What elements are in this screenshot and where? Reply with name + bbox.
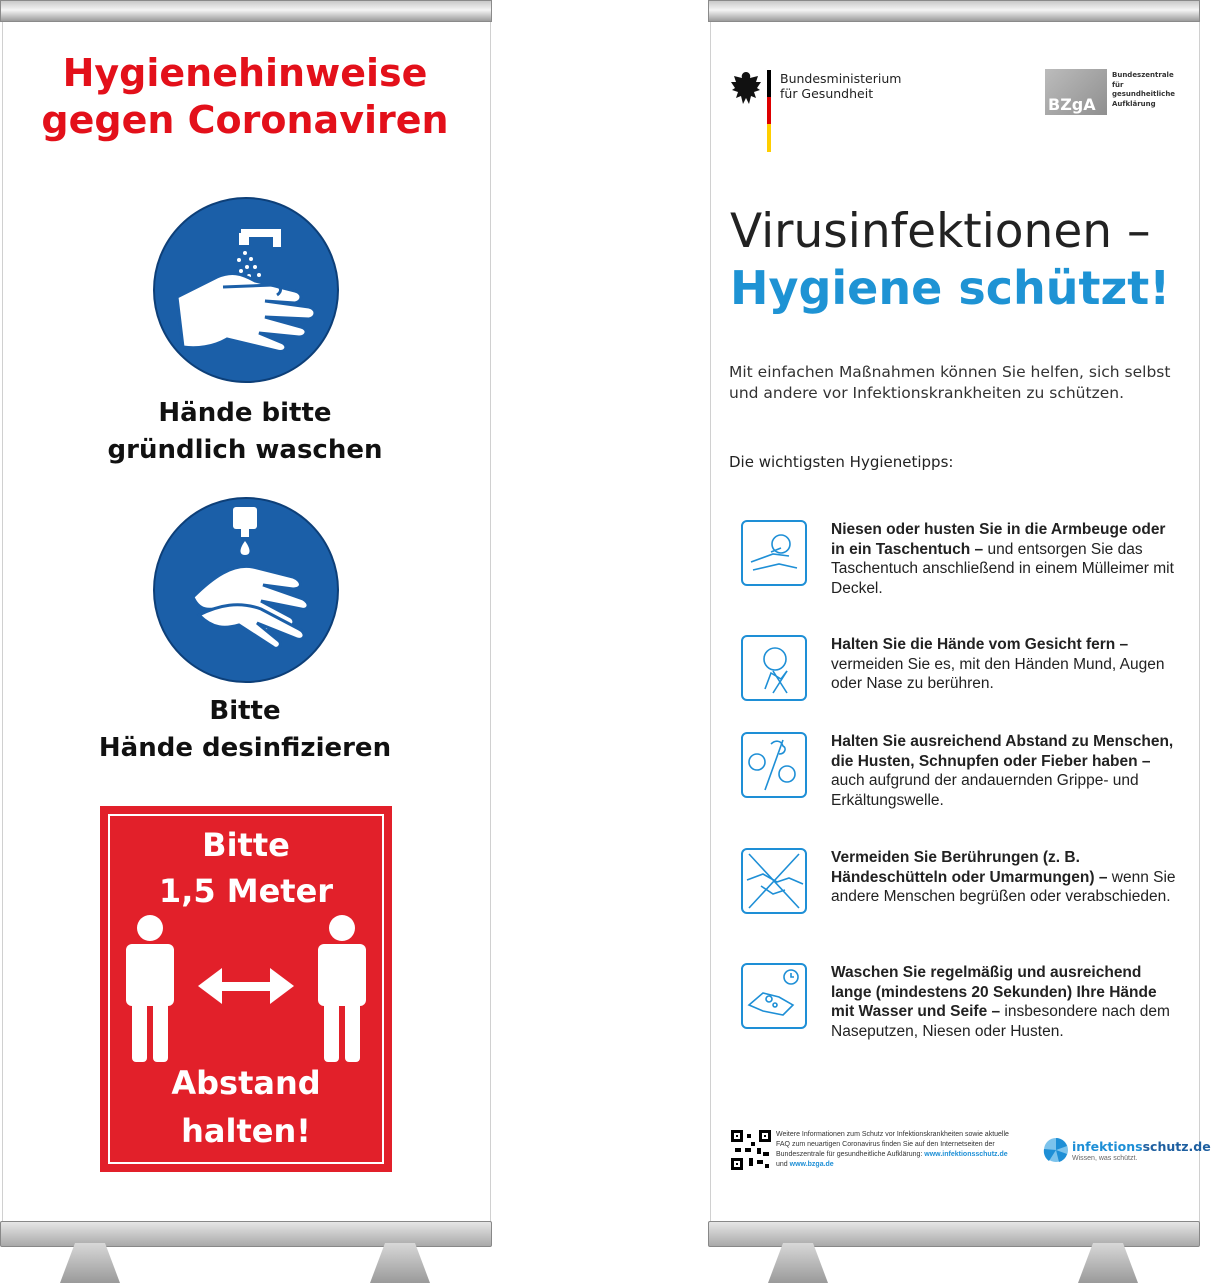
logo-name-part2: schutz (1142, 1139, 1189, 1154)
distance-sign-line3: Abstand (171, 1064, 321, 1102)
sign2-caption-line1: Bitte (209, 696, 281, 726)
bzga-name-line4: Aufklärung (1112, 99, 1156, 108)
intro-text: Mit einfachen Maßnahmen können Sie helfen, sich selbst und andere vor Infektionskrankheiten zu schützen. (729, 363, 1171, 402)
tip-4-bold: Vermeiden Sie Berührungen (z. B. Händeschütteln oder Umarmungen) – (831, 849, 1108, 886)
left-foot (370, 1243, 430, 1283)
ministry-name-line1: Bundesministerium (780, 71, 902, 86)
right-foot (1078, 1243, 1138, 1283)
tip-5-rest: insbesondere nach dem Naseputzen, Niesen oder Husten. (831, 1003, 1170, 1040)
footnote-text: Weitere Informationen zum Schutz vor Infektionskrankheiten sowie aktuelle FAQ zum neuartigen Coronavirus finden Sie auf den Internetseiten der Bundeszentrale für gesundheitliche Aufklärung: (776, 1131, 1009, 1158)
hand-washing-icon (153, 197, 339, 383)
distance-sign-line1: Bitte (202, 826, 290, 864)
tip-3 (831, 732, 1181, 810)
footnote (776, 1130, 1021, 1170)
bzga-name-line3: gesundheitliche (1112, 90, 1176, 98)
right-top-rail (708, 0, 1200, 22)
headline-line2: Hygiene schützt! (730, 261, 1171, 315)
footnote-link-infektionsschutz[interactable]: www.infektionsschutz.de (924, 1151, 1008, 1158)
tip-5 (831, 963, 1181, 1041)
no-handshake-icon (741, 848, 807, 914)
sneeze-elbow-icon (741, 520, 807, 586)
logo-name-part1: infektions (1072, 1139, 1143, 1154)
sign1-caption-line1: Hände bitte (158, 398, 332, 428)
bzga-name-line2: für (1112, 80, 1124, 89)
left-title (0, 50, 490, 144)
right-base-bar (708, 1221, 1200, 1247)
right-banner-panel (710, 22, 1200, 1222)
no-face-touch-icon (741, 635, 807, 701)
ministry-name (780, 71, 901, 101)
bzga-logo (1045, 69, 1107, 115)
tips-heading: Die wichtigsten Hygienetipps: (729, 453, 954, 471)
bzga-name (1112, 71, 1175, 109)
infektionsschutz-logo-text (1072, 1139, 1211, 1154)
footnote-und: und (776, 1161, 790, 1168)
qr-code-icon (731, 1130, 771, 1170)
tip-3-bold: Halten Sie ausreichend Abstand zu Menschen, die Husten, Schnupfen oder Fieber haben – (831, 733, 1174, 770)
tip-5-bold: Waschen Sie regelmäßig und ausreichend lange (mindestens 20 Sekunden) Ihre Hände mit Wasser und Seife – (831, 964, 1157, 1020)
tip-1 (831, 520, 1181, 598)
tip-4 (831, 848, 1181, 907)
hand-disinfect-icon (153, 497, 339, 683)
sign2-caption-line2: Hände desinfizieren (98, 733, 392, 763)
logo-tagline: Wissen, was schützt. (1072, 1155, 1138, 1162)
german-flag-stripe (767, 70, 771, 152)
left-title-line1: Hygienehinweise (62, 51, 428, 95)
keep-distance-icon (741, 732, 807, 798)
left-top-rail (0, 0, 492, 22)
tip-3-rest: auch aufgrund der andauernden Grippe- und Erkältungswelle. (831, 772, 1139, 809)
double-arrow-icon (198, 968, 294, 1004)
tip-2-bold: Halten Sie die Hände vom Gesicht fern – (831, 636, 1129, 653)
tip-1-rest: und entsorgen Sie das Taschentuch anschließend in einem Mülleimer mit Deckel. (831, 540, 1174, 597)
person-right-icon (318, 915, 366, 1062)
person-left-icon (126, 915, 174, 1062)
infektionsschutz-globe-icon (1043, 1137, 1069, 1163)
left-title-line2: gegen Coronaviren (41, 98, 449, 142)
two-persons-distance-icon (120, 914, 372, 1064)
ministry-name-line2: für Gesundheit (780, 86, 874, 101)
distance-sign (100, 806, 392, 1172)
tip-2 (831, 635, 1181, 694)
footnote-link-bzga[interactable]: www.bzga.de (789, 1161, 834, 1168)
sign2-caption (0, 693, 490, 767)
logo-name-part3: .de (1188, 1139, 1211, 1154)
distance-sign-line4: halten! (181, 1112, 311, 1150)
bzga-logo-text: BZgA (1048, 95, 1096, 114)
federal-eagle-icon (730, 70, 762, 106)
sign1-caption (0, 395, 490, 469)
headline-line1: Virusinfektionen – (730, 204, 1151, 259)
wash-hands-timer-icon (741, 963, 807, 1029)
bzga-name-line1: Bundeszentrale (1112, 71, 1174, 79)
left-base-bar (0, 1221, 492, 1247)
tip-2-rest: vermeiden Sie es, mit den Händen Mund, Augen oder Nase zu berühren. (831, 655, 1165, 692)
sign1-caption-line2: gründlich waschen (107, 435, 383, 465)
right-foot (768, 1243, 828, 1283)
distance-sign-line2: 1,5 Meter (158, 872, 334, 910)
left-foot (60, 1243, 120, 1283)
tip-4-rest: wenn Sie andere Menschen begrüßen oder verabschieden. (831, 868, 1176, 905)
tip-1-bold: Niesen oder husten Sie in die Armbeuge oder in ein Taschentuch – (831, 521, 1166, 558)
